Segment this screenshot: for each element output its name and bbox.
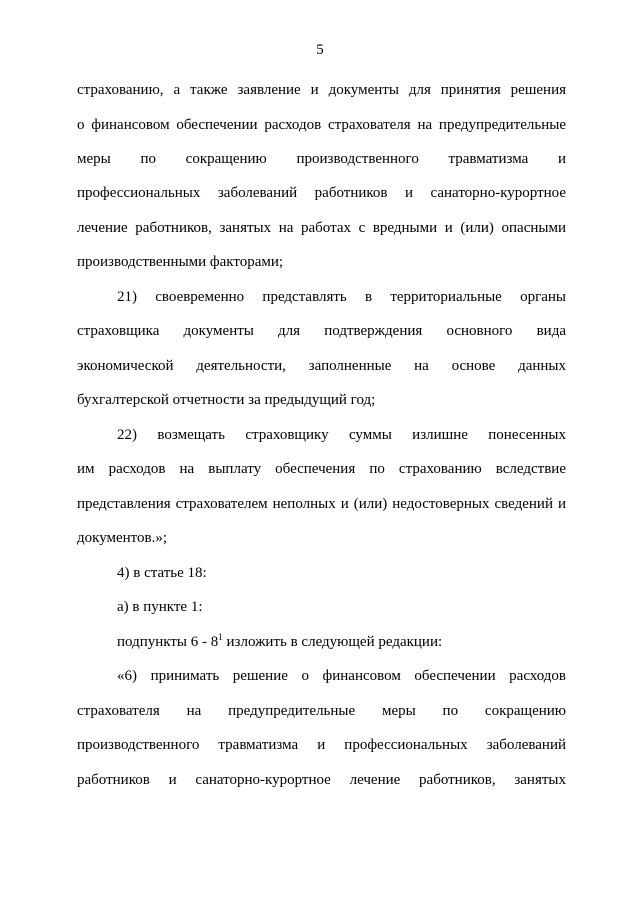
page-number: 5 [316,42,324,58]
text-line: 22) возмещать страховщику суммы излишне понесенных [117,427,566,443]
text-line: производственного травматизма и профессиональных заболеваний [77,737,566,753]
subpoints-prefix: подпункты 6 - 8 [117,634,219,650]
text-line: документов.»; [77,530,168,546]
text-line: представления страхователем неполных и (или) недостоверных сведений и [77,496,566,512]
text-line: бухгалтерской отчетности за предыдущий год; [77,392,376,408]
text-line: страховщика документы для подтверждения основного вида [77,323,566,339]
text-line: 4) в статье 18: [117,565,207,581]
text-line: «6) принимать решение о финансовом обеспечении расходов [117,668,566,684]
text-line: работников и санаторно-курортное лечение работников, занятых [77,772,566,788]
text-line: лечение работников, занятых на работах с вредными и (или) опасными [77,220,566,236]
text-line: профессиональных заболеваний работников и санаторно-курортное [77,185,566,201]
superscript-mark: 1 [218,632,223,642]
text-line: о финансовом обеспечении расходов страхователя на предупредительные [77,117,566,133]
text-line: а) в пункте 1: [117,599,203,615]
text-line: экономической деятельности, заполненные на основе данных [77,358,566,374]
text-line: 21) своевременно представлять в территориальные органы [117,289,566,305]
subpoints-suffix: изложить в следующей редакции: [226,634,443,650]
text-line: производственными факторами; [77,254,284,270]
text-line: страхователя на предупредительные меры по сокращению [77,703,566,719]
text-line [117,633,566,651]
text-line: им расходов на выплату обеспечения по страхованию вследствие [77,461,566,477]
text-line: страхованию, а также заявление и документы для принятия решения [77,82,566,98]
text-line: меры по сокращению производственного травматизма и [77,151,566,167]
